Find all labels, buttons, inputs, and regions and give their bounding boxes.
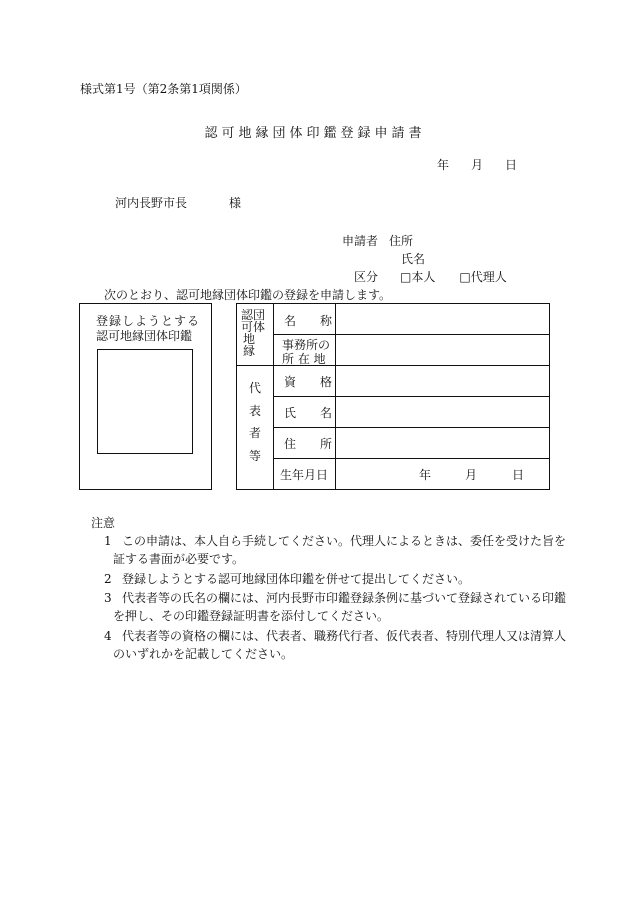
note-number: 2	[104, 572, 112, 586]
category-label: 区分	[354, 270, 379, 284]
rep-header-char: 表	[248, 403, 261, 418]
note-continuation: のいずれかを記載してください。	[113, 647, 294, 661]
seal-box-label-line2: 認可地縁団体印鑑	[96, 329, 193, 343]
rep-address-label: 住 所	[284, 437, 333, 451]
rep-header-char: 代	[248, 381, 261, 395]
applicant-category-row	[354, 268, 507, 285]
form-number: 様式第1号（第2条第1項関係）	[80, 82, 247, 96]
note-text: 登録しようとする認可地縁団体印鑑を併せて提出してください。	[122, 572, 471, 586]
group-header-line: 可体	[241, 320, 266, 334]
table-divider	[273, 458, 549, 459]
group-header	[241, 309, 265, 357]
table-divider	[273, 396, 549, 397]
birth-year: 年	[419, 468, 432, 482]
date-month: 月	[471, 158, 484, 172]
note-text: 代表者等の氏名の欄には、河内長野市印鑑登録条例に基づいて登録されている印鑑	[122, 591, 567, 605]
note-continuation: 証する書面が必要です。	[113, 552, 245, 566]
document-title: 認可地縁団体印鑑登録申請書	[204, 126, 426, 141]
group-header-line: 縁	[243, 344, 256, 358]
seal-impression-area[interactable]	[97, 349, 193, 454]
addressee	[115, 194, 241, 211]
group-name-field[interactable]	[337, 306, 547, 332]
rep-name-field[interactable]	[337, 399, 547, 425]
note-text: この申請は、本人自ら手続してください。代理人によるときは、委任を受けた旨を	[122, 534, 567, 548]
date-day: 日	[505, 158, 518, 172]
applicant-label: 申請者	[342, 234, 379, 248]
office-label-line2: 所 在 地	[282, 352, 326, 366]
qualification-field[interactable]	[337, 368, 547, 394]
info-table	[236, 303, 550, 490]
name-label: 名 称	[284, 314, 333, 328]
qualification-label: 資 格	[284, 375, 333, 389]
checkbox-agent[interactable]: □代理人	[459, 270, 507, 284]
group-header-line: 認団	[241, 308, 266, 322]
birth-date-label: 生年月日	[280, 468, 329, 482]
applicant-address-label: 住所	[389, 234, 414, 248]
note-item	[104, 570, 470, 587]
addressee-honorific: 様	[229, 196, 242, 210]
birth-day: 日	[512, 468, 525, 482]
table-divider	[273, 334, 549, 335]
rep-header-char: 者	[248, 426, 261, 441]
note-number: 3	[104, 591, 112, 605]
checkbox-self[interactable]: □本人	[400, 270, 436, 284]
seal-box-label-line1: 登録しようとする	[96, 314, 201, 328]
note-text: 代表者等の資格の欄には、代表者、職務代行者、仮代表者、特別代理人又は清算人	[122, 629, 567, 643]
note-number: 4	[104, 629, 112, 643]
birth-month: 月	[465, 468, 478, 482]
office-label-line1: 事務所の	[282, 338, 331, 352]
note-continuation: を押し、その印鑑登録証明書を添付してください。	[113, 609, 390, 623]
representative-header	[248, 382, 262, 462]
office-address-field[interactable]	[337, 337, 547, 363]
group-header-line: 地	[243, 332, 256, 346]
rep-name-label: 氏 名	[284, 406, 333, 420]
date-line	[437, 156, 517, 173]
date-year: 年	[437, 158, 450, 172]
notes-heading: 注意	[91, 516, 116, 530]
seal-box	[79, 303, 212, 490]
rep-header-char: 等	[248, 448, 261, 463]
note-number: 1	[104, 534, 112, 548]
addressee-name: 河内長野市長	[115, 196, 188, 210]
note-item	[104, 627, 566, 644]
applicant-name-label: 氏名	[401, 252, 426, 266]
note-item	[104, 532, 566, 549]
intro-text: 次のとおり、認可地縁団体印鑑の登録を申請します。	[104, 288, 392, 302]
table-divider	[273, 427, 549, 428]
rep-address-field[interactable]	[337, 430, 547, 456]
note-item	[104, 589, 566, 606]
